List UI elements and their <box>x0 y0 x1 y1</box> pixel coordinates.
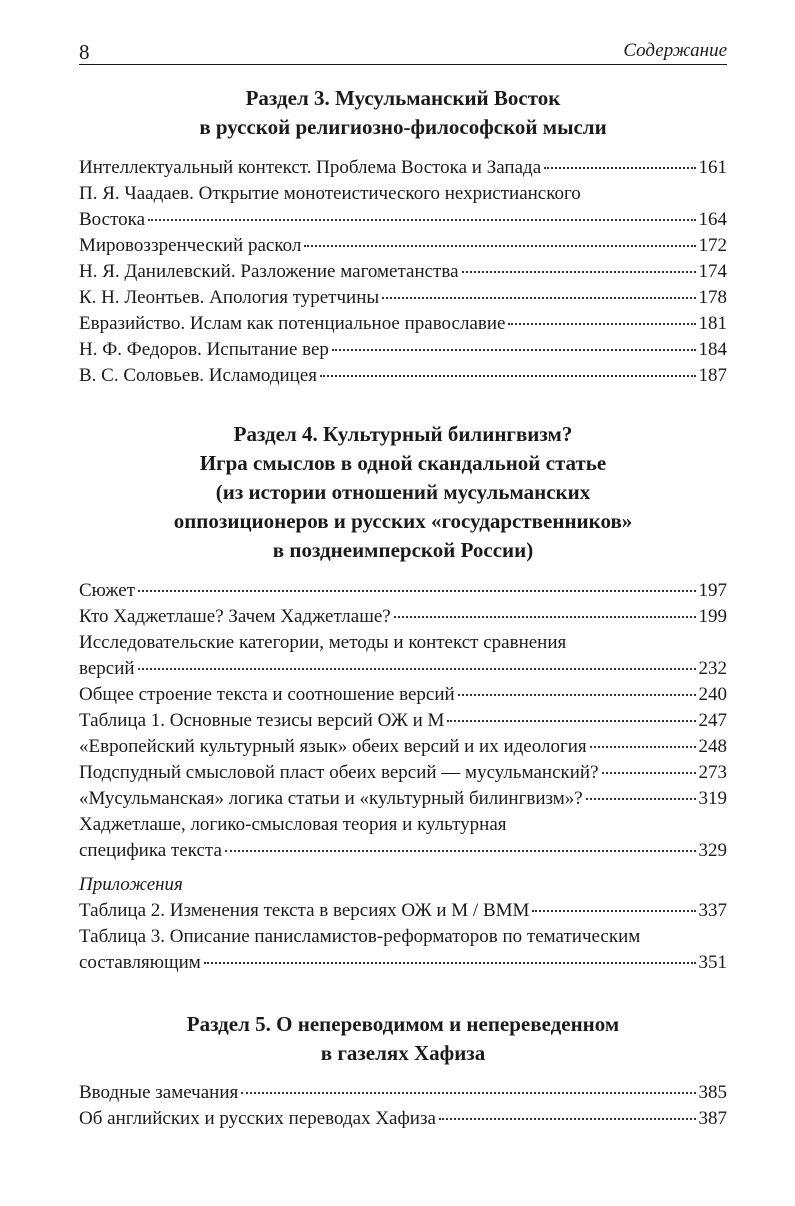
toc-entry-title: Н. Я. Данилевский. Разложение магометанства <box>79 261 459 282</box>
toc-entry-page: 172 <box>698 235 727 256</box>
toc-entry-title: Интеллектуальный контекст. Проблема Востока и Запада <box>79 157 542 178</box>
toc-entry[interactable] <box>79 285 727 311</box>
toc-entry-page: 247 <box>698 710 727 731</box>
toc-entry-page: 240 <box>698 684 727 705</box>
section-title-line: Игра смыслов в одной скандальной статье <box>199 451 607 475</box>
leader-dots <box>394 616 696 618</box>
appendix-label: Приложения <box>79 874 183 895</box>
section-title-line: Раздел 4. Культурный билингвизм? <box>233 422 573 446</box>
toc-entry-page: 385 <box>698 1082 727 1103</box>
leader-dots <box>320 375 695 377</box>
toc-entry-page: 161 <box>698 157 727 178</box>
toc-entry[interactable] <box>79 630 727 682</box>
toc-entry-title: Евразийство. Ислам как потенциальное православие <box>79 313 506 334</box>
leader-dots <box>544 167 695 169</box>
section-3-heading <box>79 84 727 142</box>
leader-dots <box>508 323 695 325</box>
toc-entry-page: 351 <box>698 952 727 973</box>
toc-entry-title: «Мусульманская» логика статьи и «культурный билингвизм»? <box>79 788 583 809</box>
toc-entry-title: составляющим <box>79 952 201 973</box>
toc-entry[interactable] <box>79 812 727 864</box>
toc-entry[interactable] <box>79 682 727 708</box>
leader-dots <box>458 694 696 696</box>
leader-dots <box>241 1092 695 1094</box>
toc-entry[interactable] <box>79 363 727 389</box>
toc-entry-page: 329 <box>698 840 727 861</box>
toc-entry-page: 319 <box>698 788 727 809</box>
toc-entry-title: версий <box>79 658 135 679</box>
leader-dots <box>204 962 696 964</box>
leader-dots <box>532 910 695 912</box>
toc-entry-page: 187 <box>698 365 727 386</box>
toc-entry-title: К. Н. Леонтьев. Апология туретчины <box>79 287 380 308</box>
toc-entry-page: 273 <box>698 762 727 783</box>
toc-entry-title: Сюжет <box>79 580 136 601</box>
toc-entry-title: Кто Хаджетлаше? Зачем Хаджетлаше? <box>79 606 391 627</box>
page-number: 8 <box>79 40 90 64</box>
toc-entry-title: Подспудный смысловой пласт обеих версий — мусульманский? <box>79 762 599 783</box>
leader-dots <box>138 668 696 670</box>
toc-entry[interactable] <box>79 1080 727 1106</box>
toc-entry-title-line1: Исследовательские категории, методы и контекст сравнения <box>79 632 567 653</box>
section-title-line: оппозиционеров и русских «государственников» <box>173 509 633 533</box>
toc-entry-title: Вводные замечания <box>79 1082 239 1103</box>
leader-dots <box>590 746 696 748</box>
toc-entry-title-line1: П. Я. Чаадаев. Открытие монотеистического нехристианского <box>79 183 581 204</box>
leader-dots <box>439 1118 696 1120</box>
toc-entry[interactable] <box>79 734 727 760</box>
toc-entry-title: Востока <box>79 209 146 230</box>
section-4-toc <box>79 578 727 976</box>
toc-entry-page: 232 <box>698 658 727 679</box>
toc-entry-page: 337 <box>698 900 727 921</box>
leader-dots <box>148 219 695 221</box>
toc-entry-page: 248 <box>698 736 727 757</box>
toc-entry[interactable] <box>79 708 727 734</box>
leader-dots <box>304 245 695 247</box>
toc-entry[interactable] <box>79 760 727 786</box>
toc-entry[interactable] <box>79 233 727 259</box>
toc-entry[interactable] <box>79 578 727 604</box>
leader-dots <box>138 590 695 592</box>
leader-dots <box>225 850 696 852</box>
section-title-line: (из истории отношений мусульманских <box>215 480 591 504</box>
toc-entry-title: «Европейский культурный язык» обеих версий и их идеология <box>79 736 587 757</box>
toc-entry[interactable] <box>79 786 727 812</box>
toc-entry[interactable] <box>79 337 727 363</box>
section-5-toc <box>79 1080 727 1132</box>
section-5-heading <box>79 1010 727 1068</box>
toc-entry-title: Таблица 1. Основные тезисы версий ОЖ и М <box>79 710 445 731</box>
leader-dots <box>602 772 696 774</box>
toc-entry-page: 184 <box>698 339 727 360</box>
toc-entry-page: 387 <box>698 1108 727 1129</box>
toc-entry[interactable] <box>79 311 727 337</box>
running-title: Содержание <box>623 40 727 61</box>
toc-entry-title: Н. Ф. Федоров. Испытание вер <box>79 339 329 360</box>
toc-entry-page: 181 <box>698 313 727 334</box>
section-title-line: Раздел 5. О непереводимом и непереведенном <box>186 1012 620 1036</box>
toc-entry-title: Мировоззренческий раскол <box>79 235 302 256</box>
toc-entry-title-line1: Таблица 3. Описание панисламистов-реформаторов по тематическим <box>79 926 641 947</box>
toc-entry-page: 178 <box>698 287 727 308</box>
toc-entry-title: Общее строение текста и соотношение версий <box>79 684 455 705</box>
toc-entry-page: 199 <box>698 606 727 627</box>
section-3-toc <box>79 155 727 389</box>
toc-entry-title: специфика текста <box>79 840 222 861</box>
section-4-heading <box>79 420 727 565</box>
toc-entry-title: Таблица 2. Изменения текста в версиях ОЖ и М / ВММ <box>79 900 530 921</box>
toc-entry[interactable] <box>79 604 727 630</box>
toc-entry[interactable] <box>79 259 727 285</box>
page-header <box>79 34 727 65</box>
leader-dots <box>382 297 695 299</box>
section-title-line: в позднеимперской России) <box>272 538 534 562</box>
leader-dots <box>447 720 695 722</box>
toc-entry[interactable] <box>79 1106 727 1132</box>
leader-dots <box>332 349 696 351</box>
toc-entry[interactable] <box>79 155 727 181</box>
toc-entry[interactable] <box>79 898 727 924</box>
toc-entry-title-line1: Хаджетлаше, логико-смысловая теория и культурная <box>79 814 507 835</box>
toc-entry[interactable] <box>79 181 727 233</box>
section-title-line: в газелях Хафиза <box>320 1041 486 1065</box>
leader-dots <box>462 271 696 273</box>
toc-entry-title: Об английских и русских переводах Хафиза <box>79 1108 436 1129</box>
toc-entry[interactable] <box>79 924 727 976</box>
section-title-line: в русской религиозно-философской мысли <box>199 115 607 139</box>
toc-entry-page: 164 <box>698 209 727 230</box>
leader-dots <box>586 798 696 800</box>
toc-entry-title: В. С. Соловьев. Исламодицея <box>79 365 318 386</box>
section-title-line: Раздел 3. Мусульманский Восток <box>245 86 561 110</box>
toc-entry-page: 197 <box>698 580 727 601</box>
toc-entry-page: 174 <box>698 261 727 282</box>
